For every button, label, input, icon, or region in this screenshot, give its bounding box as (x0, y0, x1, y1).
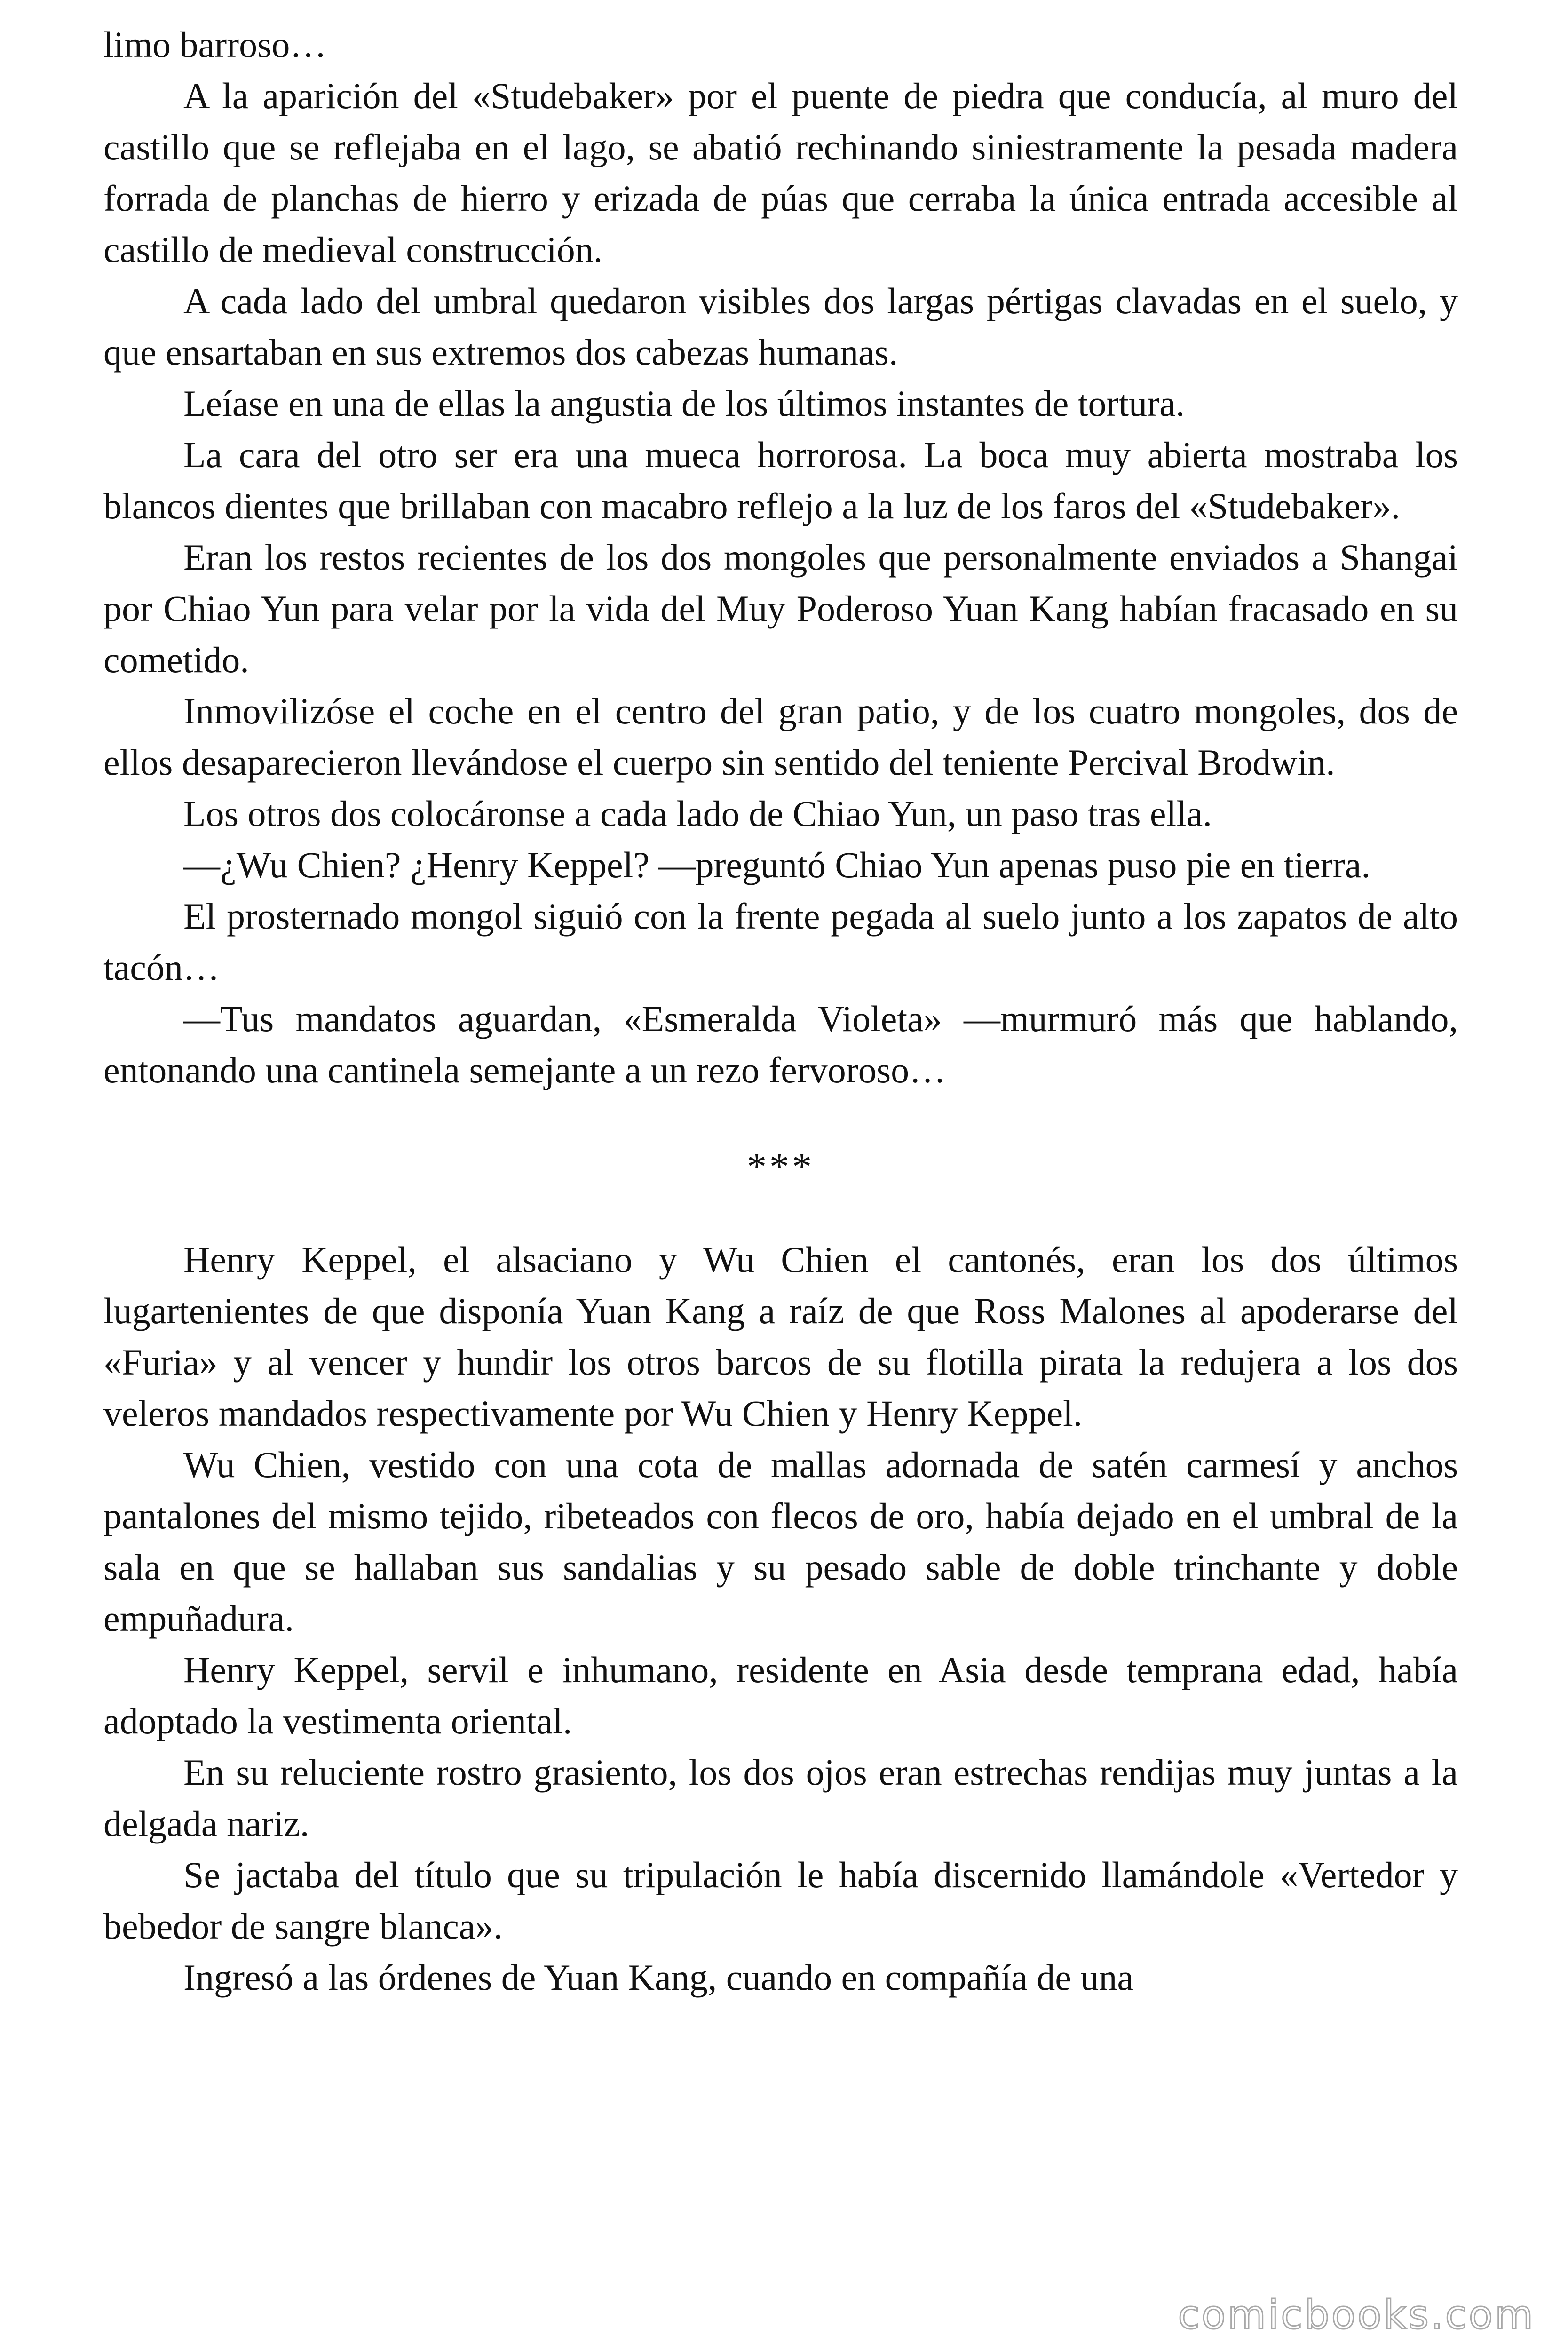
paragraph: Se jactaba del título que su tripulación le había discernido llamándole «Vertedor y bebedor de sangre blanca». (103, 1854, 1458, 1947)
paragraph: Leíase en una de ellas la angustia de los últimos instantes de tortura. (183, 383, 1185, 424)
paragraph: Henry Keppel, el alsaciano y Wu Chien el cantonés, eran los dos últimos lugartenientes de que disponía Yuan Kang a raíz de que Ross Malones al apoderarse del «Furia» y al vencer y hundir los otros barcos de su flotilla pirata la redujera a los dos veleros mandados respectivamente por Wu Chien y Henry Keppel. (103, 1239, 1458, 1434)
paragraph: Los otros dos colocáronse a cada lado de Chiao Yun, un paso tras ella. (183, 793, 1212, 834)
section-separator: *** (747, 1145, 815, 1189)
watermark: comicbooks.com (1178, 2292, 1535, 2338)
paragraph: Ingresó a las órdenes de Yuan Kang, cuando en compañía de una (183, 1957, 1134, 1998)
paragraph: Inmovilizóse el coche en el centro del gran patio, y de los cuatro mongoles, dos de ellos desaparecieron llevándose el cuerpo sin sentido del teniente Percival Brodwin. (103, 691, 1458, 783)
paragraph: A cada lado del umbral quedaron visibles dos largas pértigas clavadas en el suelo, y que ensartaban en sus extremos dos cabezas humanas. (103, 280, 1458, 373)
paragraph: Henry Keppel, servil e inhumano, residente en Asia desde temprana edad, había adoptado la vestimenta oriental. (103, 1649, 1458, 1741)
paragraph: —Tus mandatos aguardan, «Esmeralda Violeta» —murmuró más que hablando, entonando una cantinela semejante a un rezo fervoroso… (103, 998, 1458, 1090)
paragraph: El prosternado mongol siguió con la frente pegada al suelo junto a los zapatos de alto tacón… (103, 896, 1458, 988)
paragraph: Wu Chien, vestido con una cota de mallas adornada de satén carmesí y anchos pantalones del mismo tejido, ribeteados con flecos de oro, había dejado en el umbral de la sala en que se hallaban sus sandalias y su pesado sable de doble trinchante y doble empuñadura. (103, 1444, 1458, 1639)
paragraph: A la aparición del «Studebaker» por el puente de piedra que conducía, al muro del castillo que se reflejaba en el lago, se abatió rechinando siniestramente la pesada madera forrada de planchas de hierro y erizada de púas que cerraba la única entrada accesible al castillo de medieval construcción. (103, 75, 1458, 270)
paragraph: —¿Wu Chien? ¿Henry Keppel? —preguntó Chiao Yun apenas puso pie en tierra. (183, 844, 1370, 885)
paragraph: Eran los restos recientes de los dos mongoles que personalmente enviados a Shangai por Chiao Yun para velar por la vida del Muy Poderoso Yuan Kang habían fracasado en su cometido. (103, 537, 1458, 680)
document-page (103, 19, 1458, 2003)
paragraph: En su reluciente rostro grasiento, los dos ojos eran estrechas rendijas muy juntas a la delgada nariz. (103, 1752, 1458, 1844)
paragraph: La cara del otro ser era una mueca horrorosa. La boca muy abierta mostraba los blancos dientes que brillaban con macabro reflejo a la luz de los faros del «Studebaker». (103, 434, 1458, 526)
paragraph: limo barroso… (103, 24, 327, 65)
